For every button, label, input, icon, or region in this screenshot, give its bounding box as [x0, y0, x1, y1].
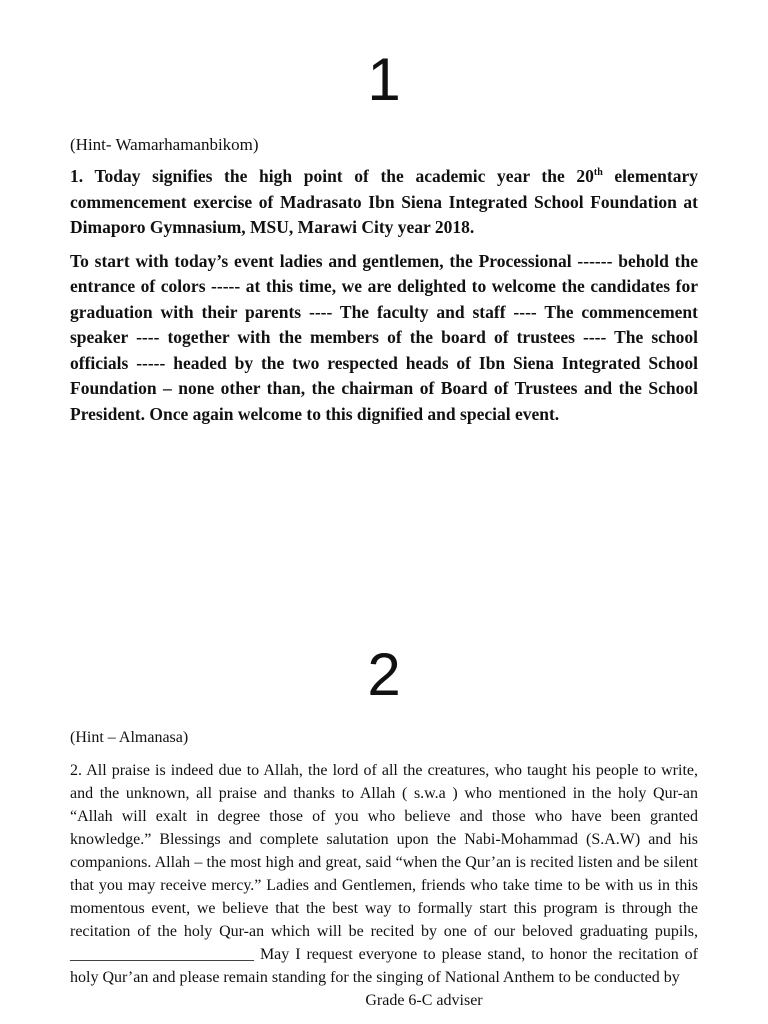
paragraph-processional: To start with today’s event ladies and gentlemen, the Processional ------ behold the entrance of colors ----- at this time, we are delighted to welcome the candidates for graduation with their parents ---- The faculty and staff ---- The commencement speaker ---- together with the members of the board of trustees ---- The school officials ----- headed by the two respected heads of Ibn Siena Integrated School Foundation – none other than, the chairman of Board of Trustees and the School President. Once again welcome to this dignified and special event. [70, 250, 698, 424]
section-2 [70, 727, 698, 1012]
hint-line: (Hint – Almanasa) [70, 729, 189, 746]
paragraph-opening-prayer: 2. All praise is indeed due to Allah, the lord of all the creatures, who taught his people to write, and the unknown, all praise and thanks to Allah ( s.w.a ) who mentioned in the holy Qur-an “Allah will exalt in degree those of you who believe and those who have been granted knowledge.” Blessings and complete salutation upon the Nabi-Mohammad (S.A.W) and his companions. Allah – the most high and great, said “when the Qur’an is recited listen and be silent that you may receive mercy.” Ladies and Gentlemen, friends who take time to be with us in this momentous event, we believe that the best way to formally start this program is through the recitation of the holy Qur-an which will be recited by one of our beloved graduating pupils, _______________________ May I request everyone to please stand, to honor the recitation of holy Qur’an and please remain standing for the singing of National Anthem to be conducted by [70, 762, 698, 986]
section-1 [70, 134, 698, 435]
page-number: 1 [367, 46, 401, 113]
page-number: 2 [367, 641, 401, 708]
paragraph-intro-text: 1. Today signifies the high point of the academic year the 20 [70, 166, 594, 186]
hint-line: (Hint- Wamarhamanbikom) [70, 135, 259, 154]
paragraph-intro [70, 164, 698, 241]
paragraph-tail: Grade 6-C adviser [365, 992, 483, 1009]
ordinal-suffix: th [593, 167, 603, 179]
paragraph-intro-text-continued: elementary commencement exercise of Madrasato Ibn Siena Integrated School Foundation at Dimaporo Gymnasium, MSU, Marawi City year 2018. [70, 166, 698, 237]
